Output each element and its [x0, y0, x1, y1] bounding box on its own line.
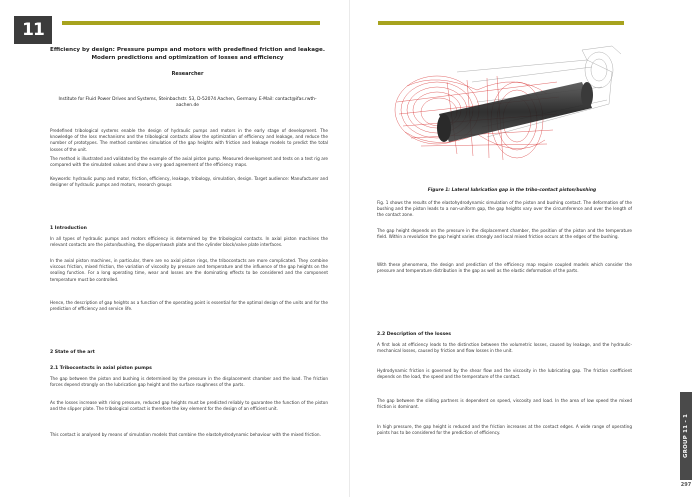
- keywords-line: Keywords: hydraulic pump and motor, friction, efficiency, leakage, tribology, simulation, design. Target audience: Manufacturer and designer of hydraulic pumps and motors, research groups: [50, 176, 328, 188]
- subsection-heading-losses: 2.2 Description of the losses: [377, 332, 452, 337]
- right-paragraph-1: Fig. 1 shows the results of the elastohydrodynamic simulation of the piston and bushing contact. The deformation of the bushing and the piston leads to a non-uniform gap, the gap heights vary over the circumference and over the length of the contact zone.: [377, 200, 632, 218]
- section-heading-state-of-art: 2 State of the art: [50, 350, 95, 355]
- group-side-tab: GROUP 11 - 1: [680, 392, 692, 480]
- intro-paragraph-2: In the axial piston machines, in particular, there are no axial piston rings, the tribocontacts are more complicated. They combine viscous friction, mixed friction, the variation of viscosity by pressure and temperature and the influence of the gap heights on the sealing function. For a long operating time, wear and losses are the dominating effects to be considered and the component temperature must be controlled.: [50, 258, 328, 282]
- figure-caption: Figure 1: Lateral lubrication gap in the tribo-contact piston/bushing: [427, 188, 597, 193]
- paper-title: Efficiency by design: Pressure pumps and motors with predefined friction and leakage. Modern predictions and optimization of losses and efficiency: [50, 47, 325, 61]
- intro-paragraph-1: In all types of hydraulic pumps and motors efficiency is determined by the tribological contacts. In axial piston machines the relevant contacts are the piston/bushing, the slipper/swash plate and the cylinder block/valve plate interfaces.: [50, 236, 328, 248]
- right-paragraph-4: A first look at efficiency leads to the distinction between the volumetric losses, caused by leakage, and the hydraulic-mechanical losses, caused by friction and flow losses in the unit.: [377, 342, 632, 354]
- header-rule: [62, 21, 320, 25]
- tribocontacts-paragraph-3: This contact is analysed by means of simulation models that combine the elastohydrodynamic behaviour with the mixed friction.: [50, 432, 321, 437]
- subsection-heading-tribocontacts: 2.1 Tribocontacts in axial piston pumps: [50, 366, 152, 371]
- right-paragraph-7: In high pressure, the gap height is reduced and the friction increases at the contact edges. A wide range of operating points has to be considered for the prediction of efficiency.: [377, 424, 632, 436]
- right-paragraph-2: The gap height depends on the pressure in the displacement chamber, the position of the piston and the temperature field. Within a revolution the gap height varies strongly and local mixed friction occurs at the edges of the bushing.: [377, 228, 632, 240]
- abstract-paragraph-1: Predefined tribological systems enable the design of hydraulic pumps and motors in the early stage of development. The knowledge of the loss mechanisms and the tribological contacts allow the optimization of efficiency and leakage, and reduce the number of prototypes. The method combines simulation of the gap heights with friction and leakage models to predict the total losses of the unit.: [50, 128, 328, 152]
- gap-height-figure: [377, 42, 629, 187]
- header-rule-right: [378, 21, 624, 25]
- section-heading-introduction: 1 Introduction: [50, 226, 87, 231]
- page-number: 297: [680, 482, 692, 488]
- right-paragraph-6: The gap between the sliding partners is dependent on speed, viscosity and load. In the area of low speed the mixed friction is dominant.: [377, 398, 632, 410]
- tribocontacts-paragraph-2: As the losses increase with rising pressure, reduced gap heights must be predicted reliably to guarantee the function of the piston and the slipper plate. The tribological contact is therefore the key element for the design of an efficient unit.: [50, 400, 328, 412]
- author-affiliation: Institute for Fluid Power Drives and Systems, Steinbachstr. 53, D-52074 Aachen, Germany. E-Mail: contact@ifas.rwth-aachen.de: [58, 97, 317, 108]
- piston-body: [437, 82, 593, 142]
- paper-author: Researcher: [171, 71, 204, 77]
- chapter-number-tab: 11: [14, 16, 52, 44]
- abstract-paragraph-2: The method is illustrated and validated by the example of the axial piston pump. Measured development and tests on a test rig are compared with the simulated values and show a very good agreement of the efficiency maps.: [50, 156, 328, 168]
- right-paragraph-3: With these phenomena, the design and prediction of the efficiency map require coupled models which consider the pressure and temperature distribution in the gap as well as the elastic deformation of the parts.: [377, 262, 632, 274]
- intro-paragraph-3: Hence, the description of gap heights as a function of the operating point is essential for the optimal design of the units and for the prediction of efficiency and service life.: [50, 300, 328, 312]
- tribocontacts-paragraph-1: The gap between the piston and bushing is determined by the pressure in the displacement chamber and the load. The friction forces depend strongly on the lubrication gap height and the surface roughness of the parts.: [50, 376, 328, 388]
- right-paragraph-5: Hydrodynamic friction is governed by the shear flow and the viscosity in the lubricating gap. The friction coefficient depends on the load, the speed and the temperature of the contact.: [377, 368, 632, 380]
